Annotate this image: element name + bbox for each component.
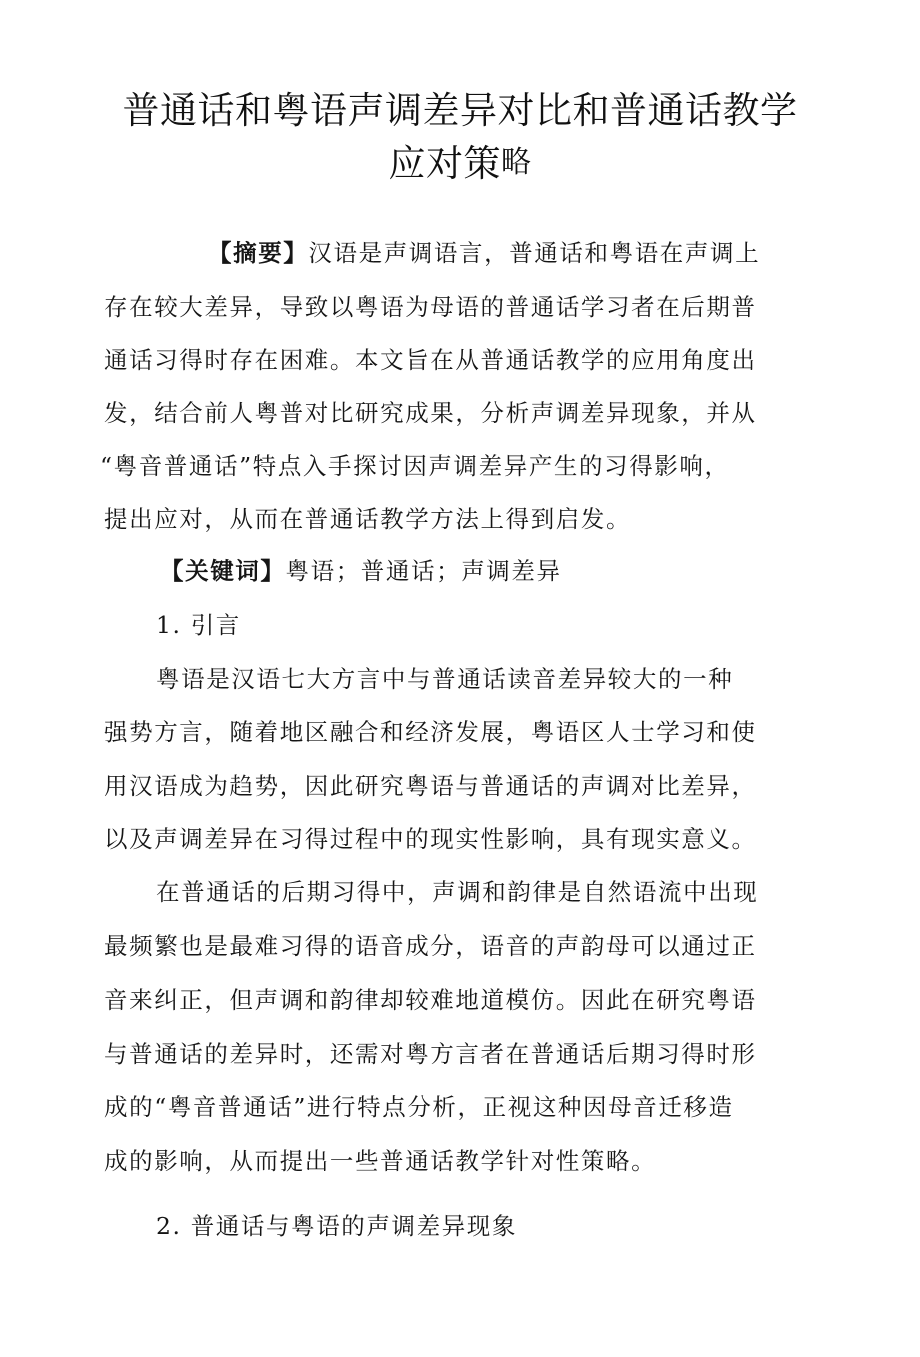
section-1-para-1-line-3: 用汉语成为趋势，因此研究粤语与普通话的声调对比差异，	[104, 772, 757, 800]
keywords-label: 【关键词】	[160, 557, 286, 585]
abstract-line-2: 存在较大差异，导致以粤语为母语的普通话学习者在后期普	[104, 293, 757, 321]
section-1-para-2-line-6: 成的影响，从而提出一些普通话教学针对性策略。	[104, 1147, 657, 1175]
title-line-2-main: 应对策	[388, 142, 501, 185]
abstract-line-6: 提出应对，从而在普通话教学方法上得到启发。	[104, 505, 632, 533]
keywords-text: 粤语；普通话；声调差异	[285, 557, 562, 585]
section-2-heading: 2. 普通话与粤语的声调差异现象	[156, 1212, 517, 1240]
section-1-para-1-line-2: 强势方言，随着地区融合和经济发展，粤语区人士学习和使	[104, 718, 757, 746]
keywords-line	[160, 556, 562, 586]
abstract-line-4: 发，结合前人粤普对比研究成果，分析声调差异现象，并从	[104, 399, 757, 427]
section-1-heading: 1. 引言	[156, 611, 241, 639]
abstract-line-1	[208, 238, 760, 268]
abstract-line-3: 通话习得时存在困难。本文旨在从普通话教学的应用角度出	[104, 346, 757, 374]
abstract-label: 【摘要】	[208, 239, 309, 267]
section-1-para-1-line-4: 以及声调差异在习得过程中的现实性影响，具有现实意义。	[104, 825, 757, 853]
section-1-para-2-line-2: 最频繁也是最难习得的语音成分，语音的声韵母可以通过正	[104, 932, 757, 960]
section-1-para-2-line-1: 在普通话的后期习得中，声调和韵律是自然语流中出现	[156, 878, 759, 906]
document-title-line-1: 普通话和粤语声调差异对比和普通话教学	[122, 89, 798, 132]
document-title-line-2	[0, 136, 920, 191]
section-1-para-1-line-1: 粤语是汉语七大方言中与普通话读音差异较大的一种	[156, 665, 734, 693]
title-line-2-last-char: 略	[501, 145, 532, 180]
abstract-line-5: “粤音普通话”特点入手探讨因声调差异产生的习得影响，	[100, 452, 730, 480]
abstract-text: 汉语是声调语言，普通话和粤语在声调上	[308, 239, 761, 267]
section-1-para-2-line-4: 与普通话的差异时，还需对粤方言者在普通话后期习得时形	[104, 1040, 757, 1068]
section-1-para-2-line-3: 音来纠正，但声调和韵律却较难地道模仿。因此在研究粤语	[104, 986, 757, 1014]
section-1-para-2-line-5: 成的“粤音普通话”进行特点分析，正视这种因母音迁移造	[104, 1093, 734, 1121]
